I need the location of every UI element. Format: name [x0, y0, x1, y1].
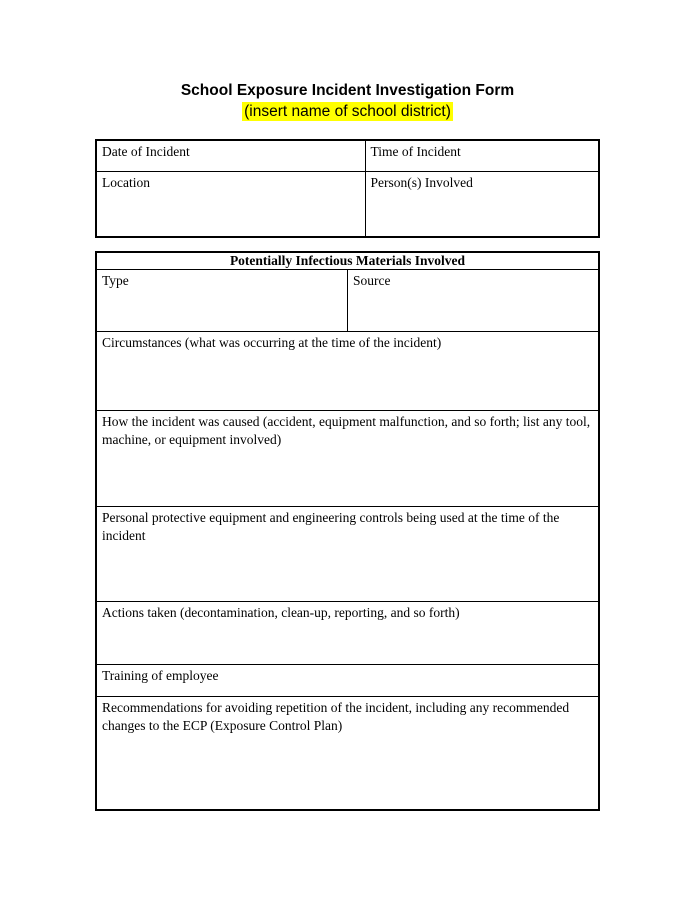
- infectious-materials-table: [95, 251, 600, 811]
- date-of-incident-label: Date of Incident: [102, 144, 190, 159]
- material-type-label: Type: [102, 273, 129, 288]
- table-row: [96, 171, 599, 237]
- ppe-controls-field[interactable]: [96, 507, 599, 602]
- recommendations-field[interactable]: [96, 697, 599, 810]
- form-body: [95, 139, 600, 811]
- table-row: [96, 140, 599, 171]
- incident-cause-field[interactable]: [96, 411, 599, 507]
- circumstances-field[interactable]: [96, 332, 599, 411]
- location-label: Location: [102, 174, 150, 190]
- incident-cause-label: How the incident was caused (accident, equipment malfunction, and so forth; list any tool, machine, or equipment involved): [102, 414, 591, 447]
- date-of-incident-field[interactable]: [96, 140, 365, 171]
- recommendations-label: Recommendations for avoiding repetition of the incident, including any recommended changes to the ECP (Exposure Control Plan): [102, 700, 570, 733]
- material-source-label: Source: [353, 273, 391, 288]
- actions-taken-field[interactable]: [96, 602, 599, 665]
- table-row: [96, 411, 599, 507]
- training-label: Training of employee: [102, 668, 219, 683]
- table-row: [96, 602, 599, 665]
- table-row: [96, 332, 599, 411]
- actions-taken-label: Actions taken (decontamination, clean-up, reporting, and so forth): [102, 605, 460, 620]
- persons-involved-label: Person(s) Involved: [370, 174, 473, 190]
- form-subtitle-line: [0, 101, 695, 122]
- ppe-controls-label: Personal protective equipment and engineering controls being used at the time of the incident: [102, 510, 560, 543]
- training-field[interactable]: [96, 665, 599, 697]
- location-field[interactable]: [96, 171, 365, 237]
- time-of-incident-label: Time of Incident: [370, 144, 461, 159]
- persons-involved-field[interactable]: [365, 171, 599, 237]
- table-row: [96, 252, 599, 270]
- table-row: [96, 270, 599, 332]
- form-subtitle-highlighted: (insert name of school district): [244, 103, 451, 120]
- table-row: [96, 665, 599, 697]
- time-of-incident-field[interactable]: [365, 140, 599, 171]
- form-title: School Exposure Incident Investigation Form: [180, 82, 515, 99]
- form-header: [0, 0, 695, 122]
- materials-section-header: Potentially Infectious Materials Involved: [96, 252, 599, 270]
- table-row: [96, 697, 599, 810]
- circumstances-label: Circumstances (what was occurring at the time of the incident): [102, 335, 442, 350]
- material-source-field[interactable]: [348, 270, 600, 332]
- incident-details-table: [95, 139, 600, 238]
- table-row: [96, 507, 599, 602]
- material-type-field[interactable]: [96, 270, 348, 332]
